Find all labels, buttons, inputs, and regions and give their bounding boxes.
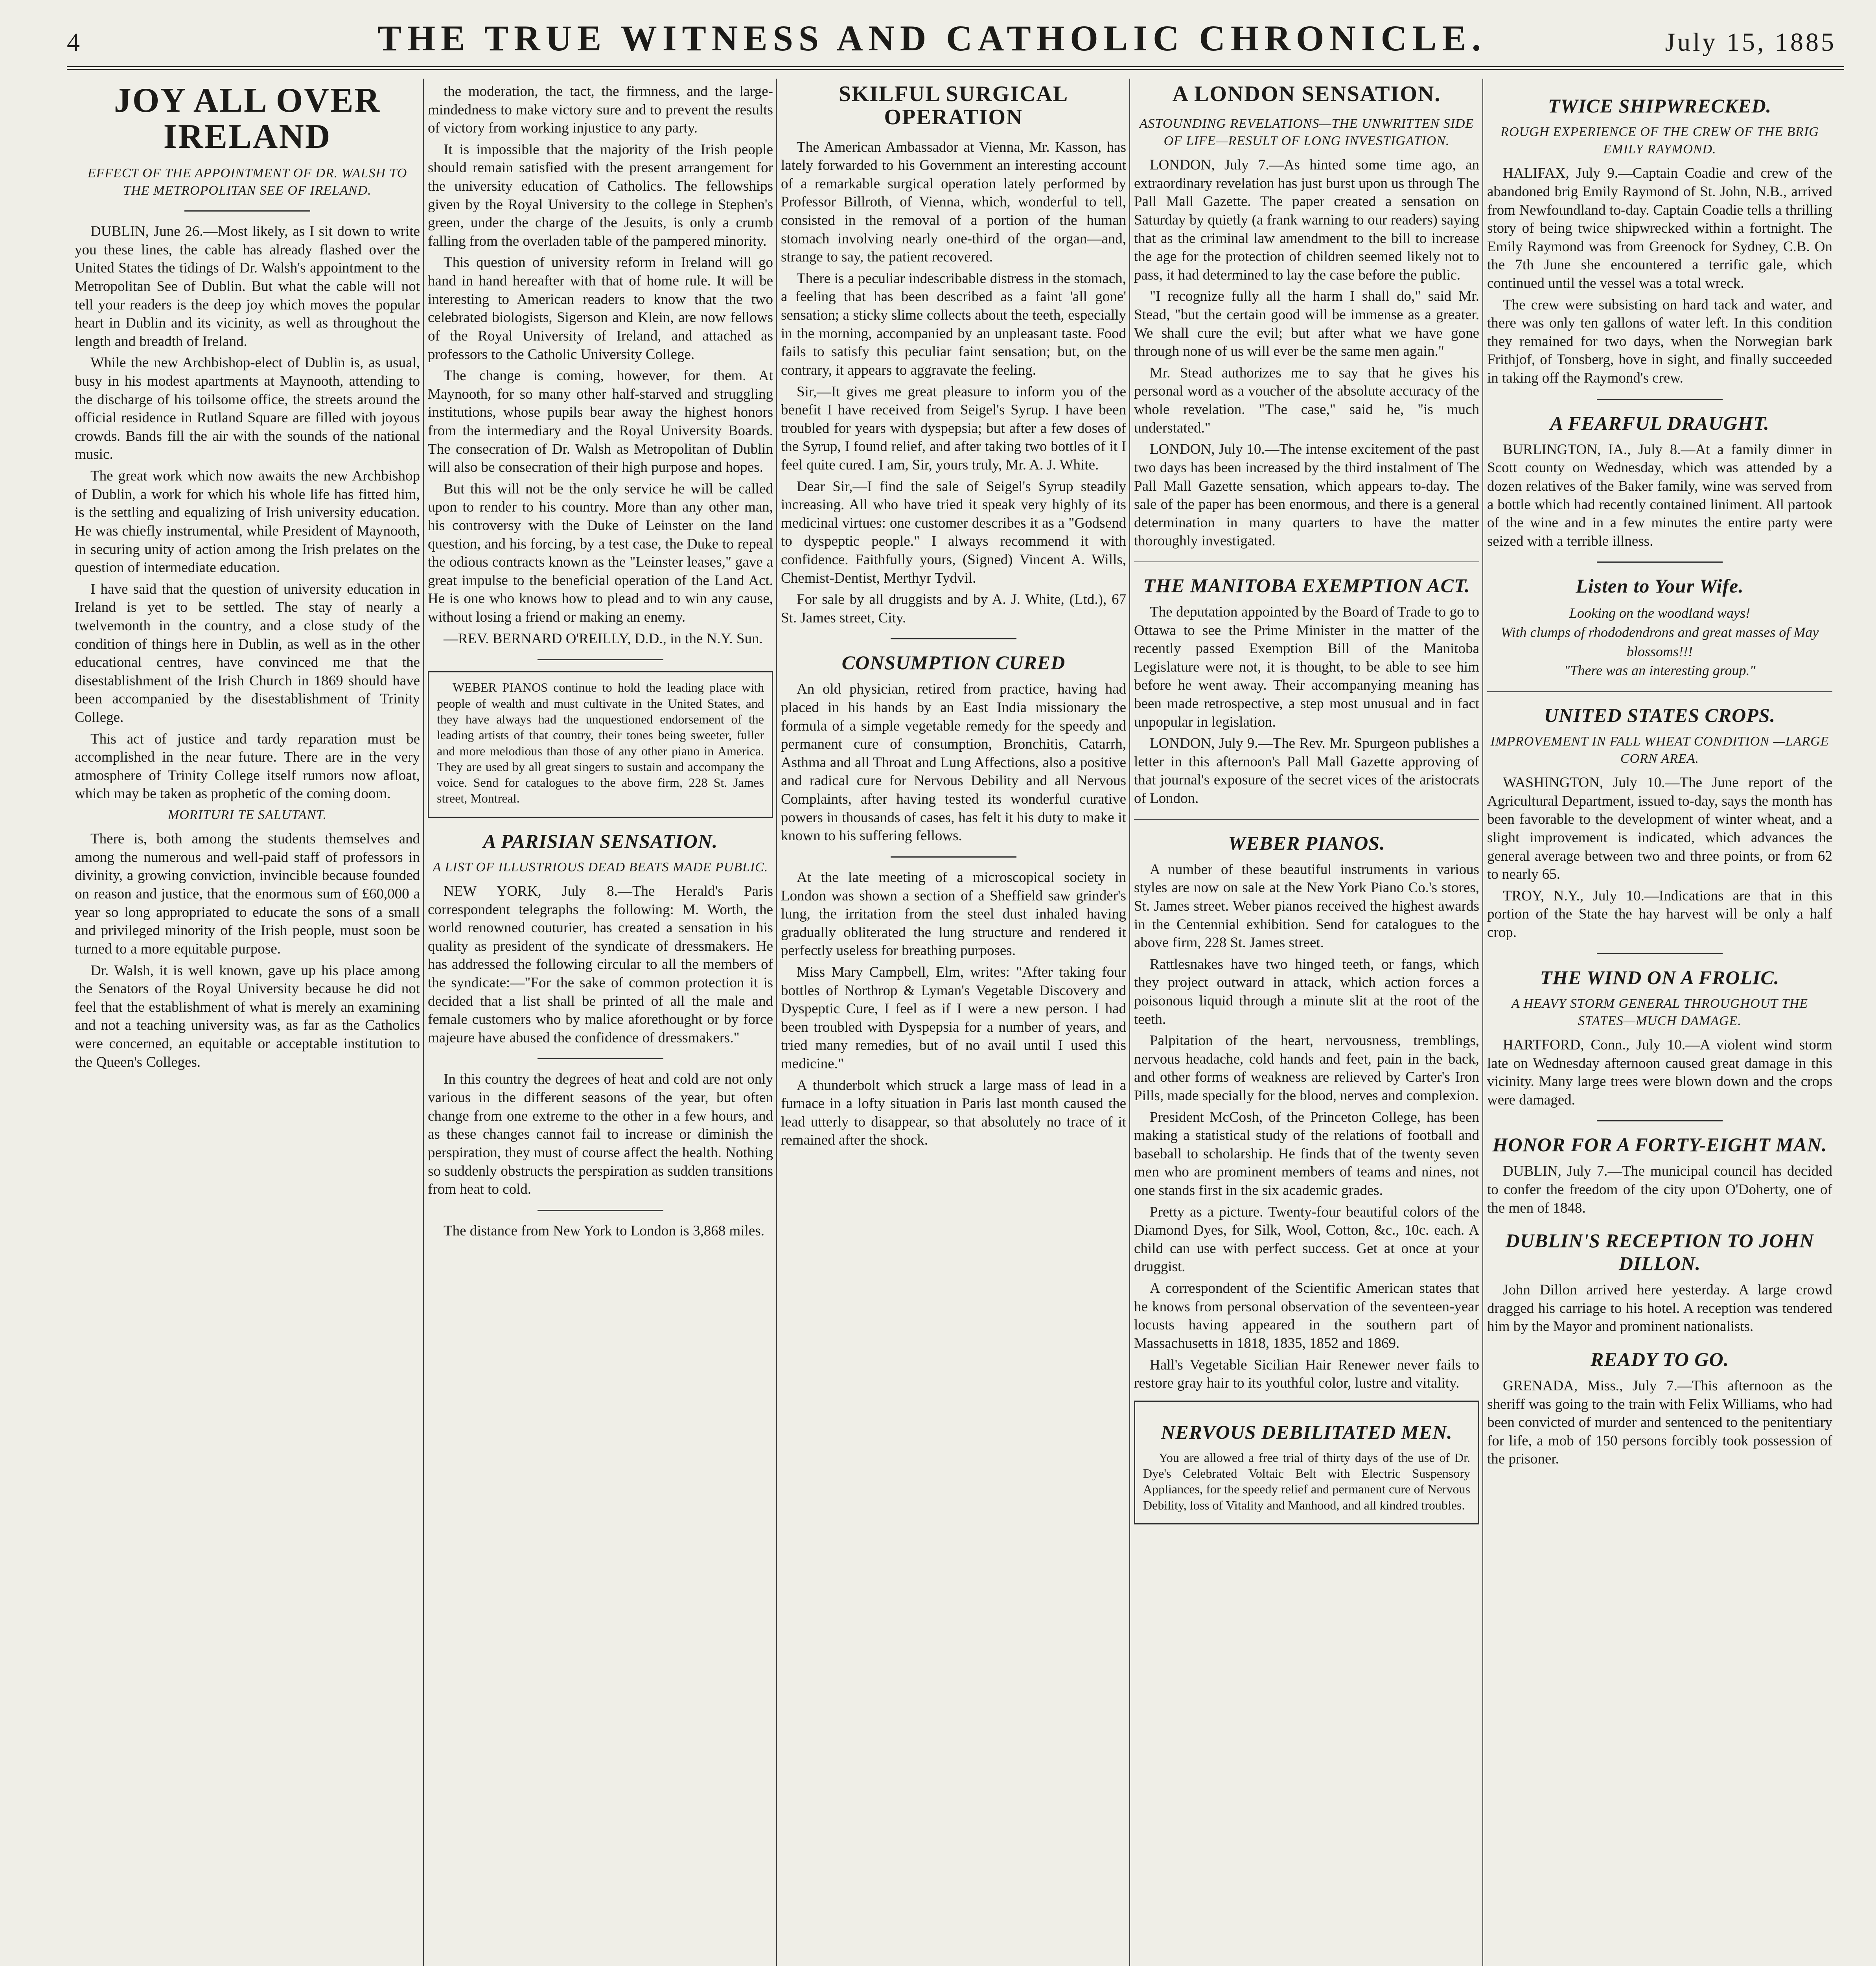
section-heading-wind-on-a-frolic: THE WIND ON A FROLIC. — [1540, 966, 1780, 989]
article-paragraph: It is impossible that the majority of the Irish people should remain satisfied with the present arrangement for the university education of Catholics. The fellowships given by the Royal University to the college in Stephen's green, under the charge of the Jesuits, is only a crumb falling from the overladen table of the pampered minority. — [428, 141, 773, 249]
column-3 — [781, 83, 1126, 1966]
article-paragraph: President McCosh, of the Princeton College, has been making a statistical study of the relations of football and baseball to scholarship. He finds that of the twenty seven men who are prominent members of teams and nines, not one stands first in the six academic grades. — [1134, 1109, 1479, 1199]
section-heading-parisian-sensation: A PARISIAN SENSATION. — [483, 830, 718, 852]
article-paragraph: I have said that the question of university education in Ireland is yet to be settled. The stay of nearly a twelvemonth in the country, and a close study of the condition of things here in Dublin, as well as in the other educational centres, have convinced me that the disestablishment of the Irish Church in 1869 should have been accompanied by the disestablishment of Trinity College. — [75, 581, 420, 725]
article-paragraph: the moderation, the tact, the firmness, and the large-mindedness to make victory sure and to prevent the results of victory from working injustice to any party. — [428, 83, 773, 136]
article-subhead: ROUGH EXPERIENCE OF THE CREW OF THE BRIG EMILY RAYMOND. — [1500, 125, 1819, 157]
section-subhead: A HEAVY STORM GENERAL THROUGHOUT THE STATES—MUCH DAMAGE. — [1511, 996, 1808, 1028]
article-paragraph: The great work which now awaits the new Archbishop of Dublin, a work for which his whole life has fitted him, is the settling and equalizing of Irish university education. He was chiefly instrumental, while President of Maynooth, in securing unity of action among the Irish prelates on the question of intermediate education. — [75, 468, 420, 576]
article-paragraph: Dr. Walsh, it is well known, gave up his place among the Senators of the Royal University because he did not feel that the establishment of what is merely an examining and not a teaching university was, as far as the Catholics were concerned, an equitable or acceptable institution to the Queen's Colleges. — [75, 962, 420, 1070]
article-paragraph: DUBLIN, July 7.—The municipal council has decided to confer the freedom of the city upon O'Doherty, one of the men of 1848. — [1487, 1163, 1832, 1216]
article-paragraph: The crew were subsisting on hard tack and water, and there was only ten gallons of water left. In this condition they remained for two days, when the Norwegian bark Frithjof, of Tonsberg, hove in sight, and finally succeeded in taking off the Raymond's crew. — [1487, 296, 1832, 387]
headline-london-sensation: A LONDON SENSATION. — [1172, 83, 1441, 106]
motto-heading: MORITURI TE SALUTANT. — [168, 808, 327, 823]
divider — [1597, 953, 1723, 954]
article-paragraph: An old physician, retired from practice, having had placed in his hands by an East India missionary the formula of a simple vegetable remedy for the speedy and permanent cure of consumption, Bronchitis, Catarrh, Asthma and all Throat and Lung Affections, also a positive and radical cure for Nervous Debility and all Nervous Complaints, after having tested its wonderful curative powers in thousands of cases, has felt it his duty to make it known to his suffering fellows. — [781, 681, 1126, 844]
article-paragraph: LONDON, July 10.—The intense excitement of the past two days has been increased by the third instalment of The Pall Mall Gazette sensation, which appears to-day. The sale of the paper has been enormous, and there is a general determination in many quarters to have the matter thoroughly investigated. — [1134, 441, 1479, 549]
divider — [891, 638, 1016, 639]
divider — [538, 1058, 663, 1059]
column-rule — [1482, 79, 1483, 1966]
article-paragraph: The deputation appointed by the Board of Trade to go to Ottawa to see the Prime Minister in the matter of the recently passed Exemption Bill of the Manitoba Legislature were not, it is thought, to be able to see him before he went away. Their accompanying meaning has been made retrospective, a step most unusual and in fact unpopular in legislation. — [1134, 604, 1479, 730]
headline-skilful-surgical-operation: SKILFUL SURGICAL OPERATION — [838, 83, 1069, 129]
section-heading-fearful-draught: A FEARFUL DRAUGHT. — [1550, 412, 1769, 434]
article-paragraph: NEW YORK, July 8.—The Herald's Paris correspondent telegraphs the following: M. Worth, the world renowned couturier, has created a sensation in his quality as president of the syndicate of dressmakers. He has addressed the following circular to all the members of the syndicate:—"For the sake of common protection it is decided that a list shall be printed of all the male and female customers who by malice aforethought or by force majeure have abused the confidence of dressmakers." — [428, 883, 773, 1046]
article-paragraph: WASHINGTON, July 10.—The June report of the Agricultural Department, issued to-day, says the month has been favorable to the development of winter wheat, and a slight improvement is indicated, which advances the general average between two and three points, or from 62 to nearly 65. — [1487, 775, 1832, 883]
article-paragraph: A thunderbolt which struck a large mass of lead in a furnace in a lofty situation in Paris last month caused the lead utterly to disappear, so that absolutely no trace of it remained after the shock. — [781, 1077, 1126, 1149]
article-paragraph: GRENADA, Miss., July 7.—This afternoon as the sheriff was going to the train with Felix Williams, who had been convicted of murder and sentenced to the penitentiary for life, a mob of 150 persons forcibly took possession of the prisoner. — [1487, 1378, 1832, 1467]
issue-date: July 15, 1885 — [1665, 28, 1836, 57]
section-heading-honor-forty-eight-man: HONOR FOR A FORTY-EIGHT MAN. — [1492, 1134, 1827, 1156]
headline-joy-all-over-ireland: JOY ALL OVER IRELAND — [114, 83, 381, 156]
column-rule — [776, 79, 777, 1966]
article-paragraph: "I recognize fully all the harm I shall do," said Mr. Stead, "but the certain good will be immense as a greater. We shall cure the evil; but after what we have gone through none of us will ever be the same men again." — [1134, 288, 1479, 360]
article-paragraph: The distance from New York to London is 3,868 miles. — [444, 1222, 764, 1239]
article-paragraph: There is a peculiar indescribable distress in the stomach, a feeling that has been described as a faint 'all gone' sensation; a sticky slime collects about the teeth, especially in the morning, accompanied by an unpleasant taste. Food fails to satisfy this peculiar faint sensation; but, on the contrary, it appears to aggravate the feeling. — [781, 270, 1126, 378]
section-subhead: IMPROVEMENT IN FALL WHEAT CONDITION —LARGE CORN AREA. — [1490, 734, 1829, 766]
article-paragraph: TROY, N.Y., July 10.—Indications are that in this portion of the State the hay harvest will be only a half crop. — [1487, 887, 1832, 941]
article-paragraph: BURLINGTON, IA., July 8.—At a family dinner in Scott county on Wednesday, which was attended by a dozen relatives of the Baker family, wine was served from a bottle which had recently contained liniment. All partook of the wine and in a few minutes the entire party were seized with a terrible illness. — [1487, 441, 1832, 549]
column-rule — [423, 79, 424, 1966]
divider — [891, 856, 1016, 858]
article-paragraph: Miss Mary Campbell, Elm, writes: "After taking four bottles of Northrop & Lyman's Vegetable Discovery and Dyspeptic Cure, I feel as if I were a new person. I had been troubled with Dyspepsia for a number of years, and tried many remedies, but of no avail until I used this medicine." — [781, 964, 1126, 1072]
section-heading-dublin-reception: DUBLIN'S RECEPTION TO JOHN DILLON. — [1505, 1230, 1814, 1275]
divider — [1597, 399, 1723, 400]
newspaper-title: THE TRUE WITNESS AND CATHOLIC CHRONICLE. — [377, 18, 1486, 58]
article-paragraph: HARTFORD, Conn., July 10.—A violent wind storm late on Wednesday afternoon caused great damage in this vicinity. Many large trees were blown down and the crops were damaged. — [1487, 1036, 1832, 1108]
article-paragraph: Palpitation of the heart, nervousness, tremblings, nervous headache, cold hands and feet, pain in the back, and other forms of weakness are relieved by Carter's Iron Pills, made specially for the blood, nerves and complexion. — [1134, 1033, 1479, 1104]
page-number: 4 — [67, 28, 82, 57]
article-subhead: ASTOUNDING REVELATIONS—THE UNWRITTEN SIDE OF LIFE—RESULT OF LONG INVESTIGATION. — [1139, 116, 1474, 148]
article-paragraph: At the late meeting of a microscopical society in London was shown a section of a Sheffield saw grinder's lung, the irritation from the steel dust inhaled having gradually obliterated the lung structure and rendered it perfectly useless for breathing purposes. — [781, 869, 1126, 959]
article-paragraph: DUBLIN, June 26.—Most likely, as I sit down to write you these lines, the cable has already flashed over the United States the tidings of Dr. Walsh's appointment to the Metropolitan See of Dublin. But what the cable will not tell your readers is the deep joy which moves the popular heart in Dublin and its vicinity, as well as throughout the length and breadth of Ireland. — [75, 223, 420, 350]
section-heading-twice-shipwrecked: TWICE SHIPWRECKED. — [1548, 95, 1772, 117]
section-heading-united-states-crops: UNITED STATES CROPS. — [1544, 704, 1776, 726]
advert-heading: NERVOUS DEBILITATED MEN. — [1161, 1421, 1453, 1443]
article-paragraph: The American Ambassador at Vienna, Mr. Kasson, has lately forwarded to his Government an interesting account of a remarkable surgical operation lately performed by Professor Billroth, of Vienna, which, wonderful to tell, consisted in the removal of a portion of the human stomach involving nearly one-third of the organ—and, strange to say, the patient recovered. — [781, 139, 1126, 265]
divider — [1487, 691, 1832, 692]
article-paragraph: Sir,—It gives me great pleasure to inform you of the benefit I have received from Seigel's Syrup. I have been troubled for years with dyspepsia; but after a few doses of the Syrup, I found relief, and after taking two bottles of it I feel quite cured. I am, Sir, yours truly, Mr. A. J. White. — [781, 383, 1126, 473]
divider — [1597, 1120, 1723, 1121]
advert-text: You are allowed a free trial of thirty days of the use of Dr. Dye's Celebrated Voltaic Belt with Electric Suspensory Appliances, for the speedy relief and permanent cure of Nervous Debility, loss of Vitality and Manhood, and all kindred troubles. — [1143, 1450, 1470, 1512]
article-paragraph: But this will not be the only service he will be called upon to render to his country. More than any other man, his controversy with the Duke of Leinster on the land question, and his forcing, by a test case, the Duke to repeal the odious contracts known as the "Leinster leases," gave a great impulse to the beneficial operation of the Land Act. He is one who knows how to plead and to win any cause, without losing a friend or making an enemy. — [428, 480, 773, 626]
weber-pianos-advert — [428, 671, 773, 818]
article-paragraph: In this country the degrees of heat and cold are not only various in the different seasons of the year, but often change from one extreme to the other in a few hours, and as these changes cannot fail to increase or diminish the perspiration, they must of course affect the health. Nothing so suddenly obstructs the perspiration as sudden transitions from heat to cold. — [428, 1071, 773, 1198]
column-4 — [1134, 83, 1479, 1966]
article-paragraph: John Dillon arrived here yesterday. A large crowd dragged his carriage to his hotel. A reception was tendered him by the Mayor and prominent nationalists. — [1487, 1282, 1832, 1335]
advert-text: WEBER PIANOS continue to hold the leading place with people of wealth and must cultivate in the United States, and they have always had the unquestioned endorsement of the leading artists of that country, their tones being sweeter, fuller and more melodious than those of any other piano in America. They are used by all great singers to sustain and accompany the voice. Send for catalogues to the above firm, 228 St. James street, Montreal. — [437, 680, 764, 806]
divider — [538, 1210, 663, 1211]
article-paragraph: While the new Archbishop-elect of Dublin is, as usual, busy in his modest apartments at Maynooth, attending to the discharge of his toilsome office, the streets around the official residence in Rutland Square are filled with joyous crowds. Bands fill the air with the sounds of the national music. — [75, 355, 420, 463]
divider — [184, 210, 310, 212]
article-subhead: EFFECT OF THE APPOINTMENT OF DR. WALSH TO THE METROPOLITAN SEE OF IRELAND. — [87, 166, 407, 198]
nervous-debilitated-men-advert — [1134, 1401, 1479, 1524]
article-paragraph: Dear Sir,—I find the sale of Seigel's Syrup steadily increasing. All who have tried it speak very highly of its medicinal virtues: one customer describes it as a "Godsend to dyspeptic people." I always recommend it with confidence. Faithfully yours, (Signed) Vincent A. Wills, Chemist-Dentist, Merthyr Tydvil. — [781, 478, 1126, 586]
article-paragraph: LONDON, July 7.—As hinted some time ago, an extraordinary revelation has just burst upon us through The Pall Mall Gazette. The paper created a sensation on Saturday by quietly (a frank warning to our readers) saying that as the criminal law amendment to the bill to increase the age for the protection of children seemed likely not to pass, it had determined to lay the case before the public. — [1134, 157, 1479, 283]
article-paragraph: A number of these beautiful instruments in various styles are now on sale at the New York Piano Co.'s stores, St. James street. Weber pianos received the highest awards in the Centennial exhibition. Send for catalogues to the above firm, 228 St. James street. — [1134, 861, 1479, 951]
divider — [1134, 561, 1479, 562]
divider — [538, 659, 663, 660]
article-paragraph: Hall's Vegetable Sicilian Hair Renewer never fails to restore gray hair to its youthful color, lustre and vitality. — [1134, 1357, 1479, 1392]
divider — [1134, 819, 1479, 820]
article-paragraph: For sale by all druggists and by A. J. White, (Ltd.), 67 St. James street, City. — [781, 591, 1126, 626]
article-paragraph: This act of justice and tardy reparation must be accomplished in the near future. There are in the very atmosphere of Trinity College itself rumors now afloat, which may be taken as prophetic of the coming doom. — [75, 731, 420, 802]
article-paragraph: A correspondent of the Scientific American states that he knows from personal observation of the seventeen-year locusts having appeared in the southern part of Massachusetts in 1818, 1835, 1852 and 1869. — [1134, 1280, 1479, 1351]
article-paragraph: Pretty as a picture. Twenty-four beautiful colors of the Diamond Dyes, for Silk, Wool, Cotton, &c., 10c. each. A child can use with perfect success. Get at once at your druggist. — [1134, 1204, 1479, 1275]
column-2 — [428, 83, 773, 1966]
section-heading-ready-to-go: READY TO GO. — [1590, 1348, 1729, 1371]
article-paragraph: This question of university reform in Ireland will go hand in hand hereafter with that of home rule. It will be interesting to American readers to know that the two celebrated biologists, Sigerson and Klein, are now fellows of the Royal University of Ireland, and attached as professors to the Catholic University College. — [428, 254, 773, 363]
article-paragraph: There is, both among the students themselves and among the numerous and well-paid staff of professors in divinity, a growing conviction, invincible because founded on reason and justice, that the enormous sum of £60,000 a year so long appropriated to educate the sons of a small and privileged minority of the Irish people, must soon be turned to a more equitable purpose. — [75, 831, 420, 957]
section-heading-listen-to-your-wife: Listen to Your Wife. — [1576, 575, 1744, 597]
article-signature: —REV. BERNARD O'REILLY, D.D., in the N.Y. Sun. — [444, 630, 763, 647]
section-heading-consumption-cured: CONSUMPTION CURED — [841, 652, 1066, 674]
masthead — [67, 0, 1844, 71]
section-subhead: A LIST OF ILLUSTRIOUS DEAD BEATS MADE PUBLIC. — [433, 860, 768, 874]
column-5 — [1487, 83, 1832, 1966]
column-rule — [1129, 79, 1130, 1966]
article-paragraph: LONDON, July 9.—The Rev. Mr. Spurgeon publishes a letter in this afternoon's Pall Mall Gazette approving of that journal's exposure of the secret vices of the aristocrats of London. — [1134, 735, 1479, 807]
article-paragraph: Mr. Stead authorizes me to say that he gives his personal word as a voucher of the absolute accuracy of the whole revelation. "The case," said he, "is much understated." — [1134, 364, 1479, 436]
section-heading-manitoba-exemption-act: THE MANITOBA EXEMPTION ACT. — [1143, 574, 1470, 596]
column-1 — [75, 83, 420, 1966]
article-paragraph: Rattlesnakes have two hinged teeth, or fangs, which they project outward in attack, which action forces a poisonous liquid through a minute slit at the root of the teeth. — [1134, 956, 1479, 1027]
masthead-rule — [67, 66, 1844, 70]
divider — [1597, 561, 1723, 563]
article-paragraph: HALIFAX, July 9.—Captain Coadie and crew of the abandoned brig Emily Raymond of St. John, N.B., arrived from Newfoundland to-day. Captain Coadie tells a thrilling story of being twice shipwrecked within a fortnight. The Emily Raymond was from Greenock for Sydney, C.B. On the 7th June she encountered a terrific gale, which continued until the vessel was a total wreck. — [1487, 165, 1832, 292]
section-heading-weber-pianos: WEBER PIANOS. — [1228, 832, 1385, 854]
article-paragraph: The change is coming, however, for them. At Maynooth, for so many other half-starved and struggling institutions, whose pupils bear away the highest honors from the intermediary and the Royal University Boards. The consecration of Dr. Walsh as Metropolitan of Dublin will also be consecration of their high purpose and hopes. — [428, 368, 773, 476]
poem-text: Looking on the woodland ways! With clumps of rhododendrons and great masses of May blossoms!!! "There was an interesting group." — [1500, 605, 1819, 679]
